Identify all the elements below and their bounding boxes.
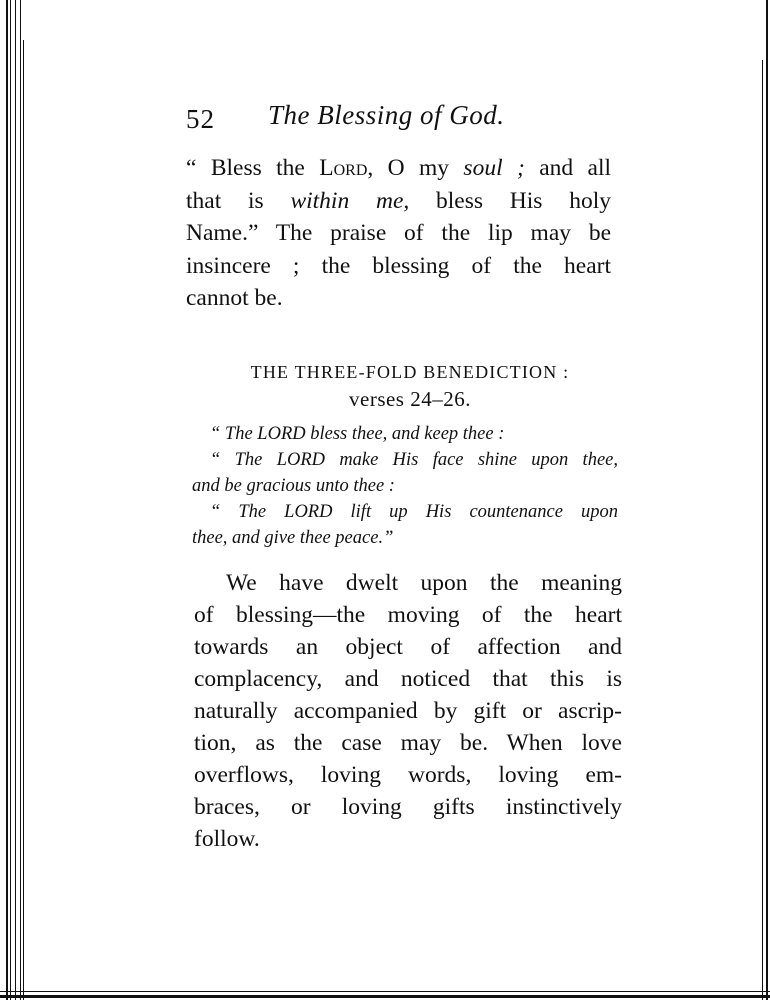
book-page [186, 100, 626, 855]
paragraph-1-line: insincere ; the blessing of the heart [186, 252, 611, 279]
section-heading: THE THREE-FOLD BENEDICTION : [250, 361, 570, 382]
paragraph-1 [186, 152, 611, 315]
paragraph-1-line: cannot be. [186, 285, 283, 311]
section-subheading: verses 24–26. [349, 386, 471, 411]
paragraph-2 [186, 567, 622, 855]
verse-line: “ The LORD lift up His countenance upon [210, 501, 618, 522]
paragraph-2-line: follow. [194, 825, 260, 852]
page-edge-right [754, 0, 770, 1000]
verse-line: “ The LORD bless thee, and keep thee : [210, 423, 505, 444]
paragraph-2-line: complacency, and noticed that this is [194, 665, 622, 692]
page-edge-bottom [0, 986, 770, 1000]
paragraph-2-line: We have dwelt upon the meaning [226, 569, 622, 596]
paragraph-2-line: towards an object of affection and [194, 633, 622, 660]
page-header [186, 100, 626, 140]
verse-line: “ The LORD make His face shine upon thee, [210, 449, 618, 470]
paragraph-2-line: naturally accompanied by gift or ascrip- [194, 697, 622, 724]
paragraph-1-line: that is within me, bless His holy [186, 187, 611, 214]
paragraph-2-line: overflows, loving words, loving em- [194, 761, 622, 788]
benediction-verses [186, 421, 618, 551]
page-number: 52 [186, 104, 215, 134]
verse-line: and be gracious unto thee : [192, 475, 395, 496]
verse-line: thee, and give thee peace.” [192, 527, 394, 548]
running-title: The Blessing of God. [268, 100, 505, 130]
paragraph-1-line: Name.” The praise of the lip may be [186, 220, 611, 246]
paragraph-2-line: tion, as the case may be. When love [194, 729, 622, 756]
paragraph-2-line: of blessing—the moving of the heart [194, 601, 622, 628]
binding-edge-left [0, 0, 40, 1000]
paragraph-2-line: braces, or loving gifts instinctively [194, 793, 622, 820]
paragraph-1-line: “ Bless the Lord, O my soul ; and all [186, 155, 612, 181]
